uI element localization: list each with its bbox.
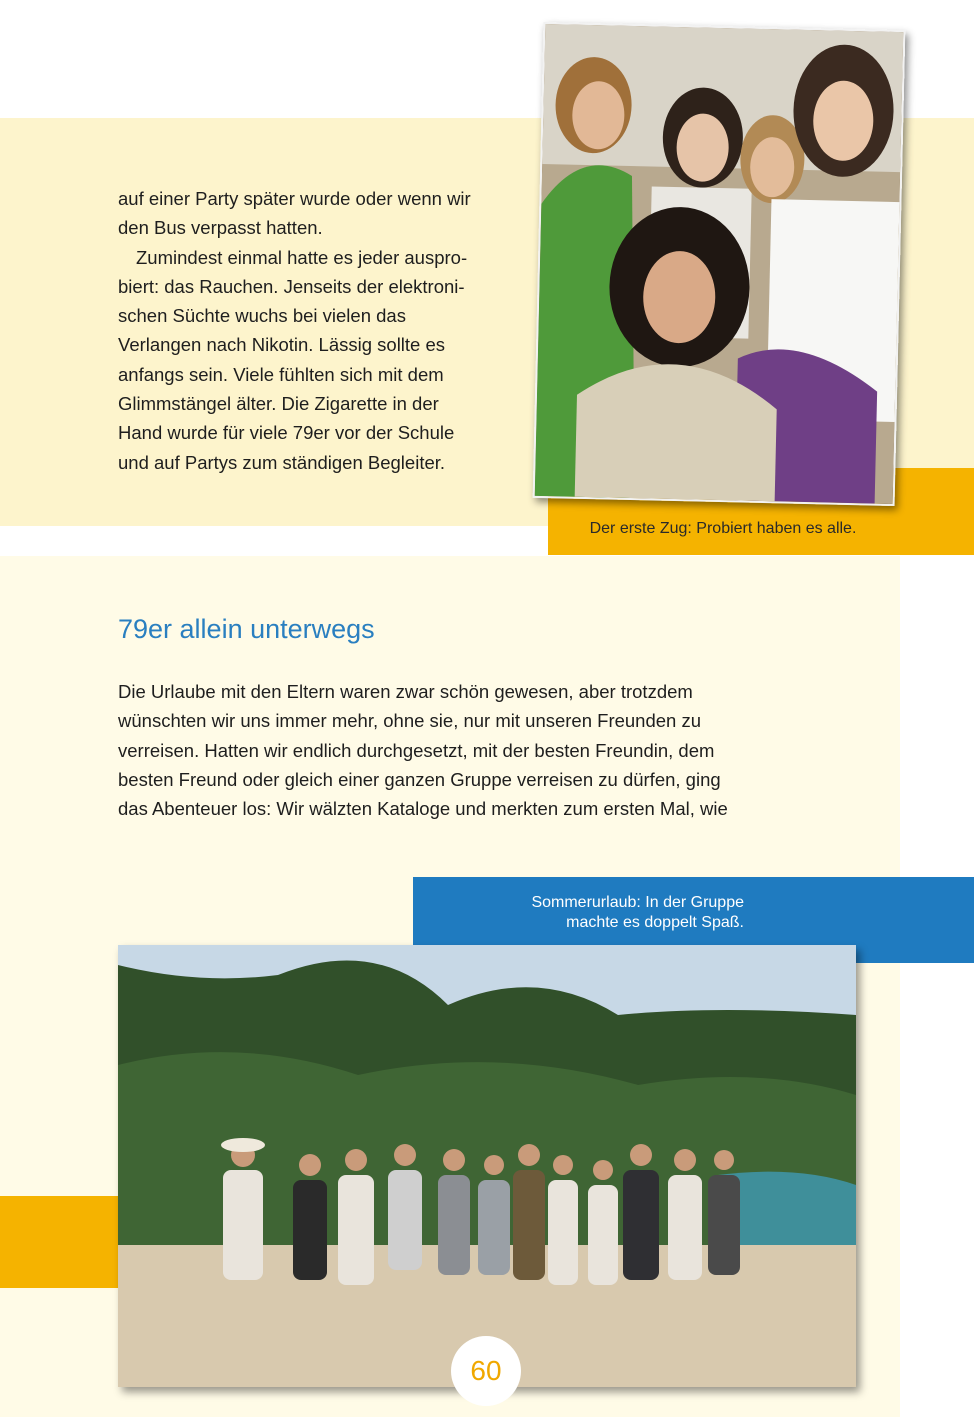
text-line: den Bus verpasst hatten.: [118, 217, 323, 239]
photo-girls-smoking: [533, 22, 906, 506]
text-line: biert: das Rauchen. Jenseits der elektroni-: [118, 275, 465, 297]
text-line: Zumindest einmal hatte es jeder auspro-: [136, 246, 468, 268]
text-line: auf einer Party später wurde oder wenn wir: [118, 188, 471, 209]
text-line: wünschten wir uns immer mehr, ohne sie, nur mit unseren Freunden zu: [118, 710, 702, 732]
text-line: Hand wurde für viele 79er vor der Schule: [118, 422, 455, 444]
caption-line: machte es doppelt Spaß.: [566, 914, 744, 931]
text-line: besten Freund oder gleich einer ganzen Gruppe verreisen zu dürfen, ging: [118, 768, 721, 790]
text-line: Die Urlaube mit den Eltern waren zwar schön gewesen, aber trotzdem: [118, 681, 693, 702]
photo-group-summer-vacation: [118, 945, 856, 1387]
section-heading: 79er allein unterwegs: [118, 614, 375, 644]
text-line: anfangs sein. Viele fühlten sich mit dem: [118, 363, 444, 385]
body-paragraph-smoking: [118, 184, 518, 477]
left-orange-accent: [0, 1196, 118, 1288]
text-line: verreisen. Hatten wir endlich durchgesetzt, mit der besten Freundin, dem: [118, 739, 715, 761]
text-line: das Abenteuer los: Wir wälzten Kataloge und merkten zum ersten Mal, wie: [118, 798, 728, 820]
caption-line: Sommerurlaub: In der Gruppe: [531, 894, 744, 911]
text-line: Verlangen nach Nikotin. Lässig sollte es: [118, 334, 446, 356]
page-number: 60: [451, 1336, 521, 1406]
photo-group-illustration: [118, 945, 856, 1387]
body-paragraph-travel: [118, 677, 838, 823]
photo-caption-smoking: Der erste Zug: Probiert haben es alle.: [589, 520, 857, 537]
photo-caption-summer: [413, 893, 744, 933]
text-line: Glimmstängel älter. Die Zigarette in der: [118, 393, 439, 415]
text-line: und auf Partys zum ständigen Begleiter.: [118, 451, 446, 473]
text-line: schen Süchte wuchs bei vielen das: [118, 305, 406, 327]
photo-girls-smoking-illustration: [535, 24, 904, 504]
